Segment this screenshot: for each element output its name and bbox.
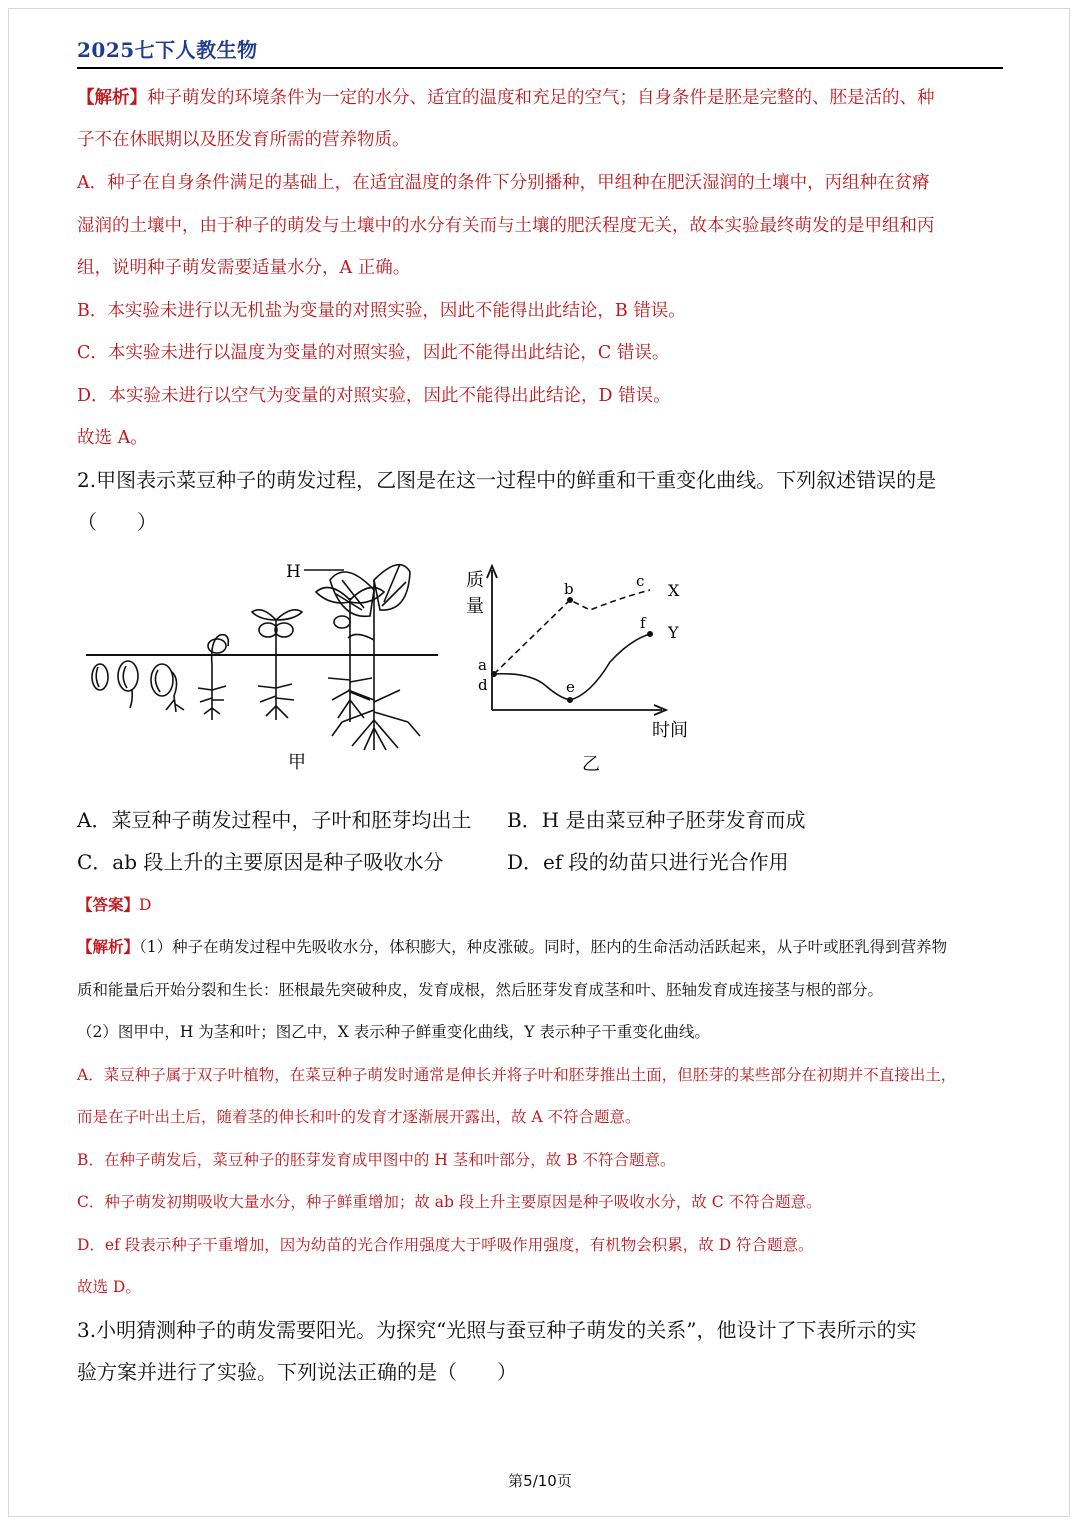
q2-option-b: B．H 是由菜豆种子胚芽发育而成: [507, 808, 806, 832]
seed-stage-3: [151, 664, 184, 712]
curve-x: [494, 590, 650, 674]
caption-yi: 乙: [582, 754, 600, 775]
q2-stem-line-2: （ ）: [77, 510, 157, 534]
q2-expl-a-line-2: 而是在子叶出土后，随着茎的伸长和叶的发育才逐渐展开露出，故 A 不符合题意。: [77, 1108, 641, 1126]
q1-analysis-line-1: [77, 86, 1007, 110]
q1-option-c-line: C．本实验未进行以温度为变量的对照实验，因此不能得出此结论，C 错误。: [77, 343, 670, 363]
seedling-stage-5: [252, 610, 302, 720]
q2-analysis-line-2: 质和能量后开始分裂和生长：胚根最先突破种皮，发育成根，然后胚芽发育成茎和叶、胚轴发育成连接茎与根的部分。: [77, 981, 884, 999]
q2-conclusion: 故选 D。: [77, 1278, 141, 1296]
label-c: c: [636, 572, 645, 590]
q3-stem-line-2: 验方案并进行了实验。下列说法正确的是（ ）: [77, 1360, 517, 1384]
h-label: H: [286, 562, 301, 582]
point-a: [491, 671, 497, 677]
point-f: [647, 631, 653, 637]
q2-option-c: C．ab 段上升的主要原因是种子吸收水分: [77, 850, 444, 874]
q2-expl-c: C．种子萌发初期吸收大量水分，种子鲜重增加；故 ab 段上升主要原因是种子吸收水分，故 C 不符合题意。: [77, 1193, 822, 1211]
q2-expl-d: D．ef 段表示种子干重增加，因为幼苗的光合作用强度大于呼吸作用强度，有机物会积累，故 D 符合题意。: [77, 1236, 814, 1254]
q1-option-d-line: D．本实验未进行以空气为变量的对照实验，因此不能得出此结论，D 错误。: [77, 386, 671, 406]
label-curve-y: Y: [668, 623, 679, 642]
point-e: [567, 697, 573, 703]
analysis-text: （1）种子在萌发过程中先吸收水分，体积膨大，种皮涨破。同时，胚内的生命活动活跃起来，从子叶或胚乳得到营养物: [139, 938, 948, 956]
q2-expl-a-line-1: A．菜豆种子属于双子叶植物，在菜豆种子萌发时通常是伸长并将子叶和胚芽推出土面，但胚芽的某些部分在初期并不直接出土，: [77, 1066, 957, 1084]
q2-stem-line-1: 2.甲图表示菜豆种子的萌发过程，乙图是在这一过程中的鲜重和干重变化曲线。下列叙述错误的是: [77, 468, 937, 492]
answer-tag: 【答案】: [77, 895, 140, 914]
page-number: 第5/10页: [508, 1472, 572, 1490]
answer-value: D: [139, 896, 152, 914]
seed-stage-1: [92, 664, 108, 690]
page-header: [77, 34, 1003, 69]
q2-answer-line: [77, 894, 1007, 916]
seed-stage-2: [118, 661, 138, 708]
analysis-text: 种子萌发的环境条件为一定的水分、适宜的温度和充足的空气；自身条件是胚是完整的、胚是活的、种: [147, 88, 935, 108]
q2-option-d: D．ef 段的幼苗只进行光合作用: [507, 850, 789, 874]
label-d: d: [478, 676, 488, 694]
y-axis-label-2: 量: [466, 596, 484, 617]
label-e: e: [566, 678, 575, 696]
analysis-tag: 【解析】: [77, 88, 147, 108]
header-title: 2025七下人教生物: [77, 38, 258, 62]
q3-stem-line-1: 3.小明猜测种子的萌发需要阳光。为探究“光照与蚕豆种子萌发的关系”，他设计了下表所示的实: [77, 1318, 917, 1342]
plant-stage-7: [330, 564, 420, 750]
q2-option-a: A．菜豆种子萌发过程中，子叶和胚芽均出土: [77, 808, 472, 832]
analysis-tag: 【解析】: [77, 937, 140, 956]
y-axis-label-1: 质: [466, 570, 484, 591]
label-f: f: [640, 614, 646, 632]
q2-analysis-line-1: [77, 936, 1007, 958]
q1-conclusion: 故选 A。: [77, 428, 148, 448]
label-a: a: [478, 656, 487, 674]
q1-analysis-line-2: 子不在休眠期以及胚发育所需的营养物质。: [77, 130, 410, 150]
q2-expl-b: B．在种子萌发后，菜豆种子的胚芽发育成甲图中的 H 茎和叶部分，故 B 不符合题意。: [77, 1151, 676, 1169]
q1-option-a-line-3: 组，说明种子萌发需要适量水分，A 正确。: [77, 258, 411, 278]
label-curve-x: X: [668, 581, 680, 600]
q1-option-a-line-2: 湿润的土壤中，由于种子的萌发与土壤中的水分有关而与土壤的肥沃程度无关，故本实验最终萌发的是甲组和丙: [77, 216, 935, 236]
seedling-stage-4: [198, 635, 228, 720]
q1-option-b-line: B．本实验未进行以无机盐为变量的对照实验，因此不能得出此结论，B 错误。: [77, 301, 686, 321]
label-b: b: [564, 580, 574, 598]
q2-analysis-line-3: （2）图甲中，H 为茎和叶；图乙中，X 表示种子鲜重变化曲线，Y 表示种子干重变化曲线。: [77, 1023, 710, 1041]
x-axis-label: 时间: [652, 720, 688, 741]
q1-option-a-line-1: A．种子在自身条件满足的基础上，在适宜温度的条件下分别播种，甲组种在肥沃湿润的土壤中，丙组种在贫瘠: [77, 173, 930, 193]
caption-jia: 甲: [288, 752, 306, 773]
q2-figure: [80, 550, 720, 785]
